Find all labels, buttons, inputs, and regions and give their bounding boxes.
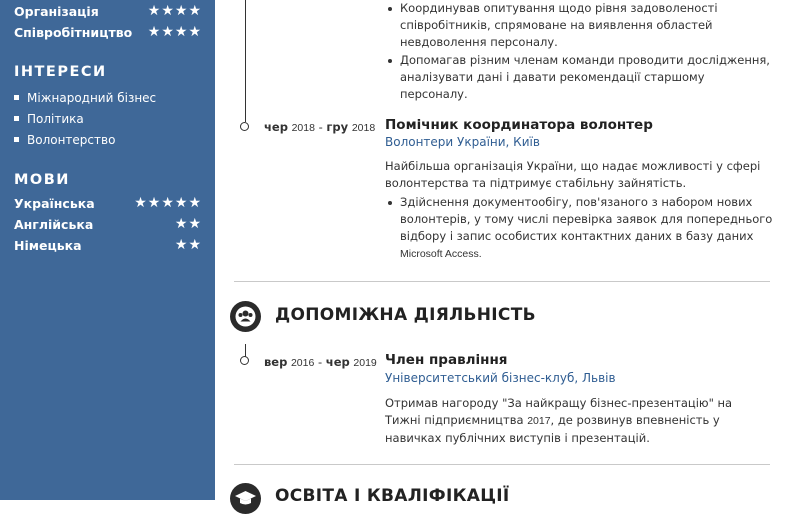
interest-label: Міжнародний бізнес [27,91,157,105]
activity-title: Член правління [385,352,508,368]
activity-organization: Університетський бізнес-клуб, Львів [385,371,616,385]
desc-text: , де розвинув впевненість у навичках публічних виступів і презентацій. [385,413,720,445]
date-start-year: 2018 [291,122,315,134]
job-description: Найбільша організація України, що надає можливості у сфері волонтерства та підтримує стабільну зайнятість. [385,159,761,190]
language-label: Німецька [14,238,82,253]
bullet-item: Координував опитування щодо рівня задоволеності співробітників, спрямоване на виявлення областей невдоволення персоналу. [385,0,775,51]
bullet-icon [14,95,19,100]
languages-heading: МОВИ [14,172,70,188]
bullet-item [385,194,775,263]
language-row [14,238,202,256]
interest-item [14,112,84,126]
bullet-icon [14,137,19,142]
section-title: ОСВІТА І КВАЛІФІКАЦІЇ [275,486,510,506]
bullet-text-tail: Microsoft Access. [400,248,482,260]
date-separator: - [314,120,327,134]
bullet-icon [14,116,19,121]
date-start-month: чер [264,120,288,134]
date-end-year: 2018 [351,122,376,134]
skill-stars: ★★★★ [147,3,202,19]
interests-heading: ІНТЕРЕСИ [14,64,107,80]
section-divider [234,464,770,465]
date-separator: - [314,355,326,369]
people-icon [230,301,261,332]
job-title: Помічник координатора волонтер [385,117,653,133]
activity-date [264,355,377,369]
language-label: Українська [14,196,95,211]
timeline-line [245,0,246,122]
section-divider [234,281,770,282]
desc-text: Отримав нагороду "За найкращу бізнес-презентацію" на Тижні підприємництва [385,396,733,427]
job-organization: Волонтери України, Київ [385,135,540,149]
date-end-year: 2019 [353,357,377,369]
date-end-month: гру [326,120,349,134]
skill-label: Організація [14,4,99,19]
skill-row [14,25,202,43]
graduation-cap-icon [230,483,261,514]
timeline-dot [240,356,249,365]
date-end-month: чер [325,355,350,369]
job-bullets [385,0,775,103]
section-title: ДОПОМІЖНА ДІЯЛЬНІСТЬ [275,305,536,325]
interest-item [14,133,115,147]
sidebar [0,0,215,500]
language-stars: ★★★★★ [134,195,202,211]
language-stars: ★★ [174,216,202,232]
interest-label: Політика [27,112,84,126]
desc-year: 2017 [527,415,551,427]
language-row [14,196,202,214]
date-start-year: 2016 [290,357,315,369]
skill-label: Співробітництво [14,25,133,40]
bullet-text: Здійснення документообігу, пов'язаного з набором нових волонтерів, у тому числі перевірка заявок для попереднього відбору і запис особистих контактних даних в базу даних [400,195,773,243]
job-date [264,120,375,134]
language-row [14,217,202,235]
timeline-dot [240,122,249,131]
language-stars: ★★ [174,237,202,253]
interest-label: Волонтерство [27,133,116,147]
skill-stars: ★★★★ [147,24,202,40]
date-start-month: вер [264,355,288,369]
language-label: Англійська [14,217,94,232]
skill-row [14,4,202,22]
bullet-item: Допомагав різним членам команди проводити дослідження, аналізувати дані і давати рекомендації старшому персоналу. [385,52,775,103]
activity-description [385,395,757,447]
interest-item [14,91,156,105]
job-bullets [385,194,775,263]
